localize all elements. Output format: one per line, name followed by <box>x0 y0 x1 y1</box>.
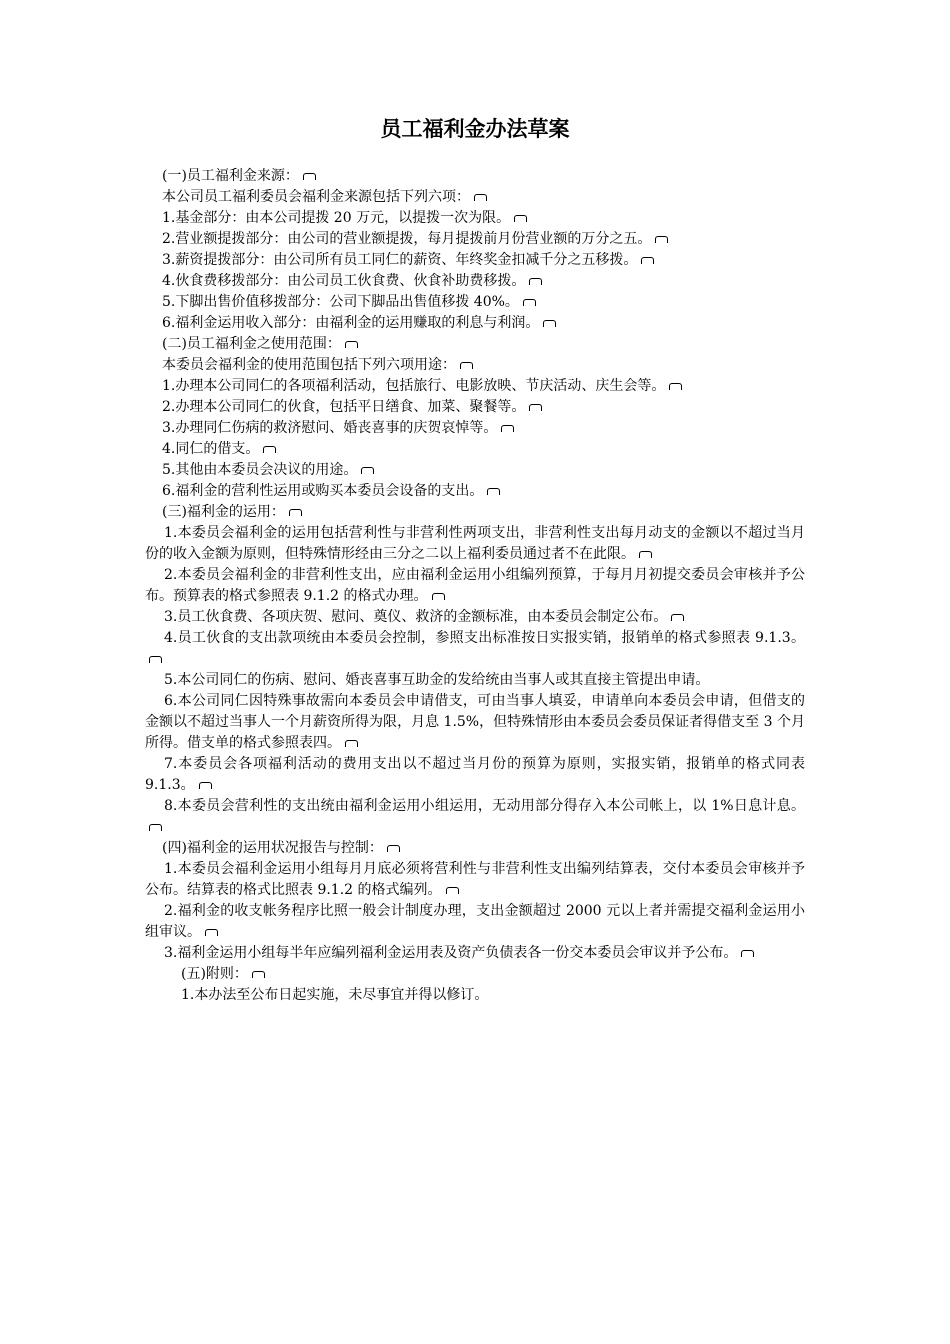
paragraph-text: 4.同仁的借支。 <box>162 441 260 457</box>
paragraph-text: 2.本委员会福利金的非营利性支出，应由福利金运用小组编列预算，于每月月初提交委员会审核并予公布。预算表的格式参照表 9.1.2 的格式办理。 <box>145 567 805 604</box>
paragraph <box>145 943 805 964</box>
paragraph <box>145 334 805 355</box>
paragraph <box>145 859 805 901</box>
paragraph-mark-icon <box>303 173 316 180</box>
paragraph-mark-icon <box>501 425 514 432</box>
paragraph-mark-icon <box>361 467 374 474</box>
paragraph-text: 3.薪资提拨部分：由公司所有员工同仁的薪资、年终奖金扣减千分之五移拨。 <box>162 252 638 268</box>
paragraph <box>145 187 805 208</box>
paragraph-mark-icon <box>514 215 527 222</box>
paragraph-mark-icon <box>487 488 500 495</box>
paragraph-mark-icon <box>252 971 265 978</box>
paragraph-mark-icon <box>543 320 556 327</box>
paragraph <box>145 838 805 859</box>
paragraph <box>145 985 805 1006</box>
paragraph-text: (五)附则： <box>181 966 248 982</box>
paragraph-mark-icon <box>639 551 652 558</box>
document-body <box>145 166 805 1006</box>
paragraph-text: 1.基金部分：由本公司提拨 20 万元，以提拨一次为限。 <box>162 210 511 226</box>
paragraph <box>145 901 805 943</box>
paragraph-mark-icon <box>669 383 682 390</box>
paragraph-mark-icon <box>655 236 668 243</box>
paragraph <box>145 796 805 838</box>
paragraph-text: 8.本委员会营利性的支出统由福利金运用小组运用，无动用部分得存入本公司帐上，以 1%日息计息。 <box>164 798 805 814</box>
paragraph <box>145 691 805 754</box>
paragraph-mark-icon <box>529 278 542 285</box>
paragraph-mark-icon <box>446 887 459 894</box>
paragraph-mark-icon <box>432 593 445 600</box>
paragraph-text: 1.办理本公司同仁的各项福利活动，包括旅行、电影放映、节庆活动、庆生会等。 <box>162 378 666 394</box>
paragraph-text: 6.本公司同仁因特殊事故需向本委员会申请借支，可由当事人填妥，申请单向本委员会申请，但借支的金额以不超过当事人一个月薪资所得为限，月息 1.5%，但特殊情形由本委员会委员保证者得借支至 3 个月所得。借支单的格式参照表四。 <box>145 693 805 751</box>
paragraph <box>145 397 805 418</box>
paragraph-text: 6.福利金运用收入部分：由福利金的运用赚取的利息与利润。 <box>162 315 540 331</box>
paragraph-mark-icon <box>460 362 473 369</box>
paragraph-mark-icon <box>523 299 536 306</box>
paragraph-mark-icon <box>671 614 684 621</box>
paragraph <box>145 964 805 985</box>
paragraph-text: (三)福利金的运用： <box>162 504 285 520</box>
paragraph-text: (二)员工福利金之使用范围： <box>162 336 341 352</box>
paragraph <box>145 208 805 229</box>
paragraph <box>145 754 805 796</box>
paragraph-text: 本委员会福利金的使用范围包括下列六项用途： <box>162 357 456 373</box>
paragraph-text: 2.福利金的收支帐务程序比照一般会计制度办理，支出金额超过 2000 元以上者并需提交福利金运用小组审议。 <box>145 903 805 940</box>
paragraph-mark-icon <box>289 509 302 516</box>
paragraph-text: 7.本委员会各项福利活动的费用支出以不超过当月份的预算为原则，实报实销，报销单的格式同表 9.1.3。 <box>145 756 805 793</box>
paragraph <box>145 166 805 187</box>
paragraph-mark-icon <box>205 929 218 936</box>
paragraph-mark-icon <box>199 782 212 789</box>
paragraph <box>145 607 805 628</box>
paragraph-text: 5.其他由本委员会决议的用途。 <box>162 462 358 478</box>
paragraph-text: 1.本委员会福利金运用小组每月月底必须将营利性与非营利性支出编列结算表，交付本委员会审核并予公布。结算表的格式比照表 9.1.2 的格式编列。 <box>145 861 805 898</box>
paragraph <box>145 565 805 607</box>
paragraph <box>145 481 805 502</box>
paragraph-mark-icon <box>387 845 400 852</box>
paragraph <box>145 439 805 460</box>
paragraph-mark-icon <box>345 341 358 348</box>
paragraph <box>145 271 805 292</box>
paragraph <box>145 460 805 481</box>
paragraph-mark-icon <box>345 740 358 747</box>
paragraph-text: 5.下脚出售价值移拨部分：公司下脚品出售值移拨 40%。 <box>162 294 519 310</box>
paragraph-text: 2.营业额提拨部分：由公司的营业额提拨，每月提拨前月份营业额的万分之五。 <box>162 231 652 247</box>
paragraph <box>145 502 805 523</box>
paragraph-mark-icon <box>263 446 276 453</box>
paragraph <box>145 670 805 691</box>
paragraph <box>145 418 805 439</box>
paragraph-text: 4.伙食费移拨部分：由公司员工伙食费、伙食补助费移拨。 <box>162 273 526 289</box>
paragraph <box>145 313 805 334</box>
paragraph-text: 3.办理同仁伤病的救济慰问、婚丧喜事的庆贺哀悼等。 <box>162 420 498 436</box>
paragraph-mark-icon <box>741 950 754 957</box>
paragraph <box>145 376 805 397</box>
paragraph-text: (一)员工福利金来源： <box>162 168 299 184</box>
paragraph <box>145 292 805 313</box>
paragraph <box>145 355 805 376</box>
paragraph-text: 6.福利金的营利性运用或购买本委员会设备的支出。 <box>162 483 484 499</box>
paragraph-text: 4.员工伙食的支出款项统由本委员会控制，参照支出标准按日实报实销，报销单的格式参照表 9.1.3。 <box>164 630 805 646</box>
paragraph-text: 2.办理本公司同仁的伙食，包括平日缮食、加菜、聚餐等。 <box>162 399 526 415</box>
document-title: 员工福利金办法草案 <box>380 116 570 141</box>
paragraph <box>145 250 805 271</box>
paragraph-text: 5.本公司同仁的伤病、慰问、婚丧喜事互助金的发给统由当事人或其直接主管提出申请。 <box>164 672 710 688</box>
paragraph-text: 3.福利金运用小组每半年应编列福利金运用表及资产负债表各一份交本委员会审议并予公布。 <box>164 945 738 961</box>
paragraph-text: 1.本办法至公布日起实施，未尽事宜并得以修订。 <box>181 987 489 1003</box>
paragraph-text: (四)福利金的运用状况报告与控制： <box>162 840 383 856</box>
paragraph-text: 1.本委员会福利金的运用包括营利性与非营利性两项支出，非营利性支出每月动支的金额以不超过当月份的收入金额为原则，但特殊情形经由三分之二以上福利委员通过者不在此限。 <box>145 525 805 562</box>
paragraph-text: 3.员工伙食费、各项庆贺、慰问、奠仪、救济的金额标准，由本委员会制定公布。 <box>164 609 668 625</box>
paragraph-text: 本公司员工福利委员会福利金来源包括下列六项： <box>162 189 470 205</box>
paragraph-mark-icon <box>641 257 654 264</box>
paragraph-mark-icon <box>149 656 162 663</box>
paragraph-mark-icon <box>529 404 542 411</box>
paragraph <box>145 628 805 670</box>
paragraph-mark-icon <box>474 194 487 201</box>
paragraph <box>145 523 805 565</box>
paragraph-mark-icon <box>149 824 162 831</box>
paragraph <box>145 229 805 250</box>
